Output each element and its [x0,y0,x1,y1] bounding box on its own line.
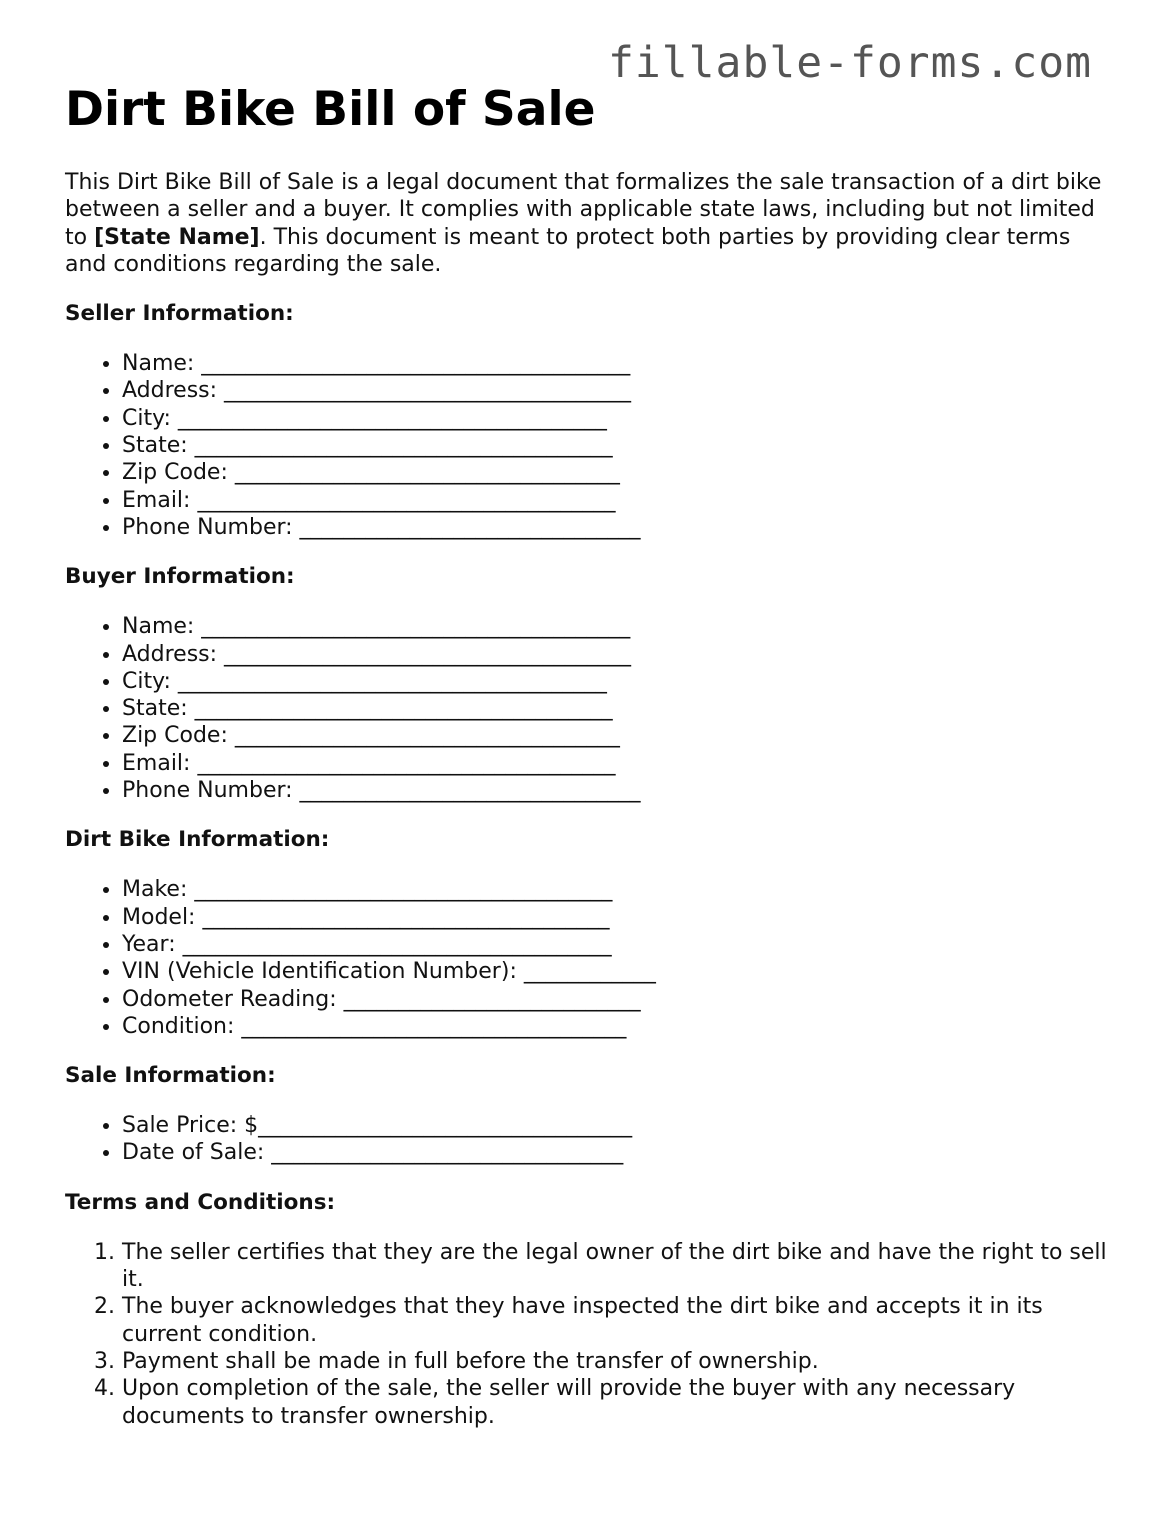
buyer-heading: Buyer Information: [65,564,295,590]
bike-odometer-field[interactable]: • Odometer Reading: ___________________________ [122,986,1115,1013]
intro-text-2: . This document is meant to protect both parties by providing clear terms and conditions regarding the sale. [65,224,1071,277]
seller-email-field[interactable]: • Email: ______________________________________ [122,487,1115,514]
bike-model-field[interactable]: • Model: _____________________________________ [122,904,1115,931]
seller-fields [65,350,1115,541]
seller-phone-field[interactable]: • Phone Number: _______________________________ [122,514,1115,541]
state-name-placeholder: [State Name] [94,224,260,250]
buyer-fields [65,613,1115,804]
document-body [65,82,1115,1430]
page-title: Dirt Bike Bill of Sale [65,82,596,137]
terms-item: 1. The seller certifies that they are the legal owner of the dirt bike and have the right to sell it. [122,1239,1115,1294]
terms-item: 2. The buyer acknowledges that they have inspected the dirt bike and accepts it in its current condition. [122,1293,1115,1348]
watermark: fillable-forms.com [608,38,1092,88]
bike-fields [65,876,1115,1040]
intro-text-1: This Dirt Bike Bill of Sale is a legal document that formalizes the sale transaction of a dirt bike between a seller and a buyer. It complies with applicable state laws, including but not limited to [65,170,1102,250]
intro-paragraph [65,169,1115,278]
buyer-phone-field[interactable]: • Phone Number: _______________________________ [122,777,1115,804]
bike-condition-field[interactable]: • Condition: ___________________________________ [122,1013,1115,1040]
terms-list [65,1239,1115,1430]
buyer-address-field[interactable]: • Address: _____________________________________ [122,641,1115,668]
seller-name-field[interactable]: • Name: _______________________________________ [122,350,1115,377]
seller-heading: Seller Information: [65,301,294,327]
buyer-city-field[interactable]: • City: _______________________________________ [122,668,1115,695]
terms-item: 4. Upon completion of the sale, the seller will provide the buyer with any necessary documents to transfer ownership. [122,1375,1115,1430]
seller-city-field[interactable]: • City: _______________________________________ [122,405,1115,432]
sale-price-field[interactable]: • Sale Price: $__________________________________ [122,1112,1115,1139]
sale-fields [65,1112,1115,1167]
sale-date-field[interactable]: • Date of Sale: ________________________________ [122,1139,1115,1166]
seller-address-field[interactable]: • Address: _____________________________________ [122,377,1115,404]
buyer-email-field[interactable]: • Email: ______________________________________ [122,750,1115,777]
sale-heading: Sale Information: [65,1063,276,1089]
bike-make-field[interactable]: • Make: ______________________________________ [122,876,1115,903]
seller-state-field[interactable]: • State: ______________________________________ [122,432,1115,459]
bike-year-field[interactable]: • Year: _______________________________________ [122,931,1115,958]
bike-heading: Dirt Bike Information: [65,827,330,853]
seller-zip-field[interactable]: • Zip Code: ___________________________________ [122,459,1115,486]
buyer-name-field[interactable]: • Name: _______________________________________ [122,613,1115,640]
buyer-zip-field[interactable]: • Zip Code: ___________________________________ [122,722,1115,749]
terms-heading: Terms and Conditions: [65,1189,336,1215]
buyer-state-field[interactable]: • State: ______________________________________ [122,695,1115,722]
terms-item: 3. Payment shall be made in full before the transfer of ownership. [122,1348,1115,1375]
bike-vin-field[interactable]: • VIN (Vehicle Identification Number): ____________ [122,958,1115,985]
